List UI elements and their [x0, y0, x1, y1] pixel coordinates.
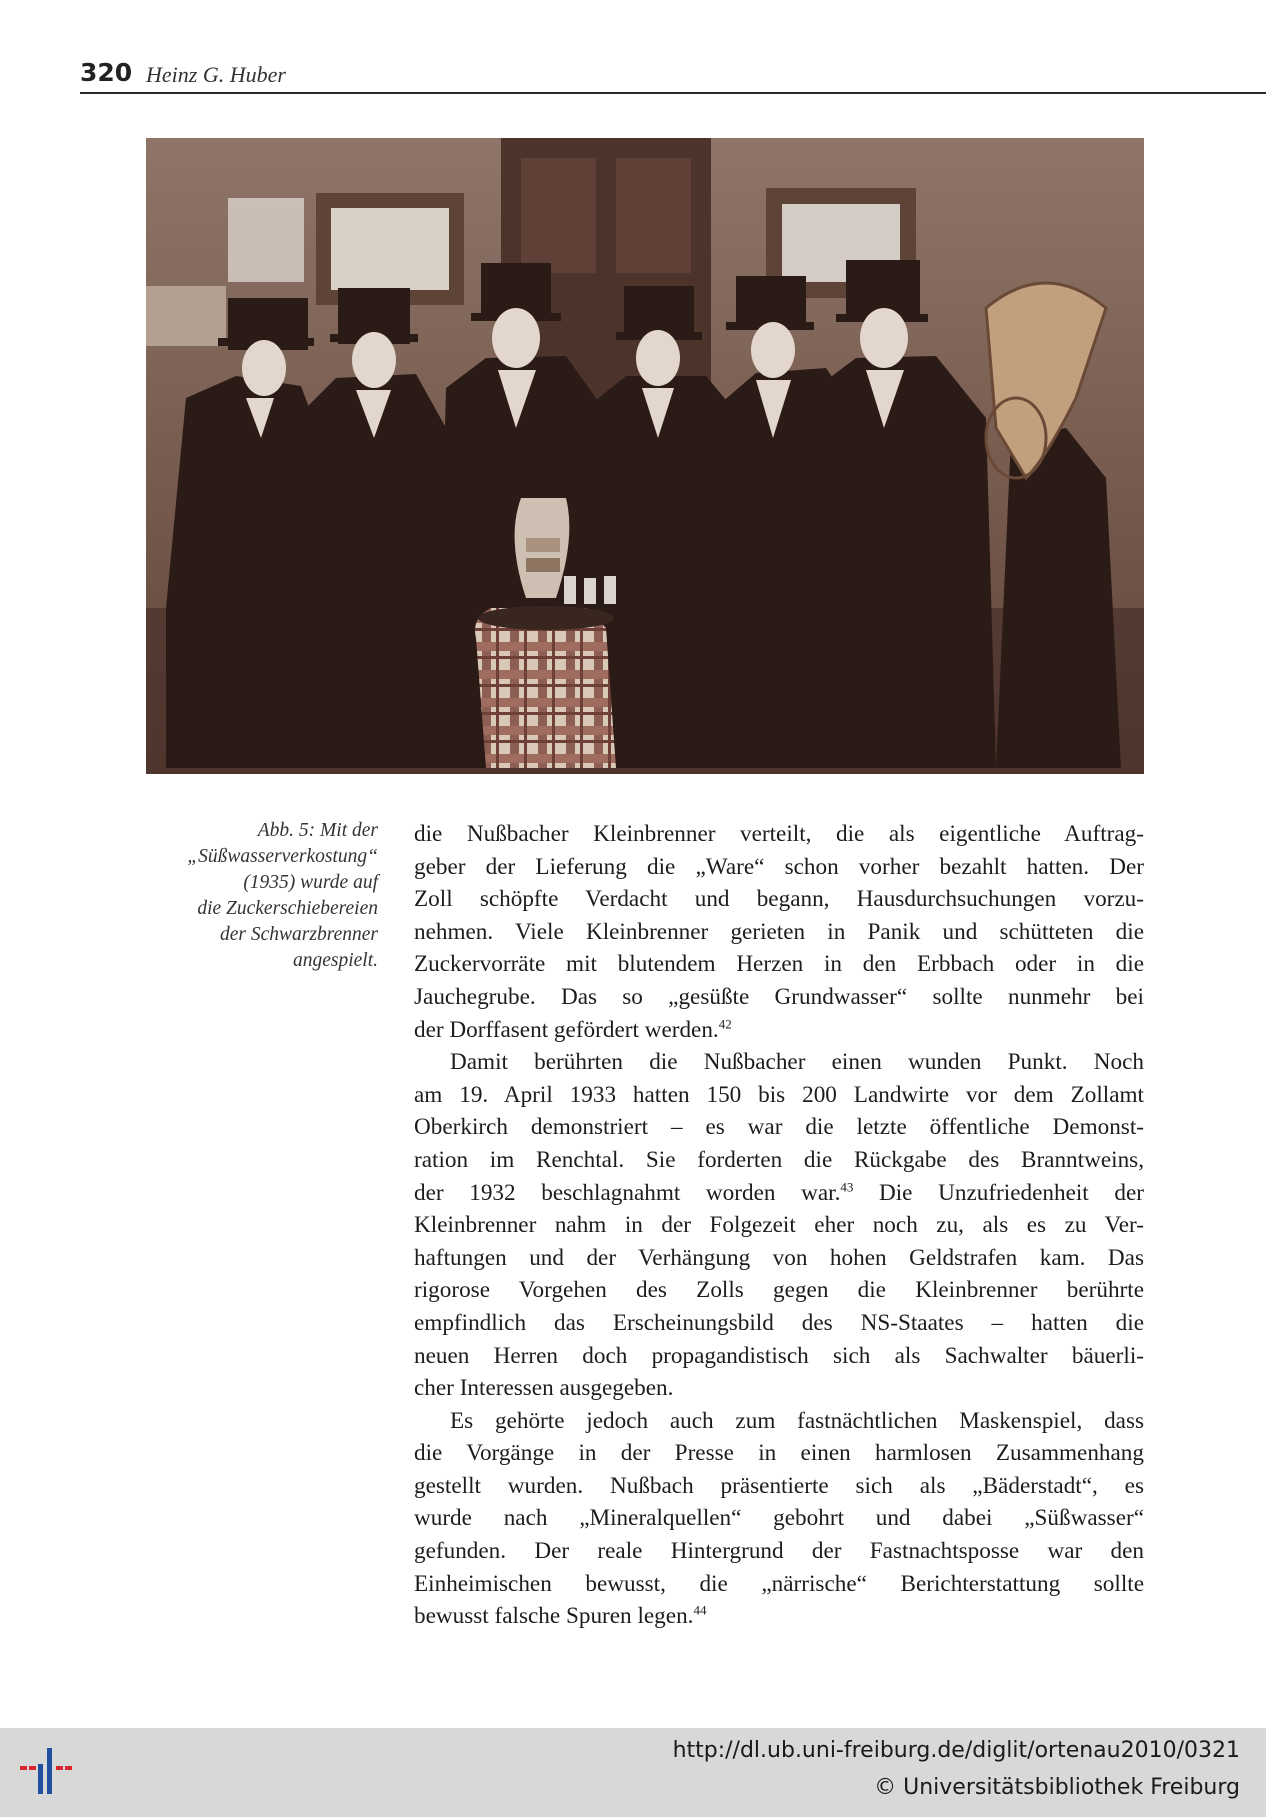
body-line-text: Die Unzufriedenheit der [853, 1179, 1144, 1206]
running-head-author: Heinz G. Huber [146, 62, 286, 87]
paragraph-start: Damit berührten die Nußbacher einen wunden Punkt. Noch [450, 1049, 1144, 1076]
body-line-text: der Dorffasent gefördert werden. [414, 1016, 719, 1043]
caption-line: angespielt. [292, 950, 378, 971]
paragraph-start: Es gehörte jedoch auch zum fastnächtlichen Maskenspiel, dass [450, 1407, 1144, 1434]
caption-line: der Schwarzbrenner [220, 924, 378, 945]
body-line: cher Interessen ausgegeben. [414, 1375, 674, 1402]
body-line-with-footnote [414, 1014, 1144, 1047]
body-line: haftungen und der Verhängung von hohen Geldstrafen kam. Das [414, 1244, 1144, 1271]
figure-caption [150, 818, 378, 974]
caption-line: „Süßwasserverkostung“ [187, 846, 378, 867]
body-line: rigorose Vorgehen des Zolls gegen die Kleinbrenner berührte [414, 1277, 1144, 1304]
body-line: wurde nach „Mineralquellen“ gebohrt und dabei „Süßwasser“ [414, 1505, 1144, 1532]
historical-photograph [146, 138, 1144, 774]
body-line: ration im Renchtal. Sie forderten die Rückgabe des Branntweins, [414, 1146, 1144, 1173]
body-line: neuen Herren doch propagandistisch sich als Sachwalter bäuerli- [414, 1342, 1144, 1369]
footnote-ref-44: 44 [693, 1602, 707, 1618]
body-line: Einheimischen bewusst, die „närrische“ Berichterstattung sollte [414, 1570, 1144, 1597]
body-line-with-footnote [414, 1177, 1144, 1210]
body-line: nehmen. Viele Kleinbrenner gerieten in Panik und schütteten die [414, 918, 1144, 945]
body-line: gefunden. Der reale Hintergrund der Fastnachtsposse war den [414, 1538, 1144, 1565]
body-line: Oberkirch demonstriert – es war die letzte öffentliche Demonst- [414, 1114, 1144, 1141]
body-line: geber der Lieferung die „Ware“ schon vorher bezahlt hatten. Der [414, 853, 1144, 880]
body-line: empfindlich das Erscheinungsbild des NS-Staates – hatten die [414, 1309, 1144, 1336]
ub-freiburg-logo-icon [16, 1742, 80, 1806]
body-line-text: bewusst falsche Spuren legen. [414, 1603, 694, 1630]
body-line: Zuckervorräte mit blutendem Herzen in den Erbbach oder in die [414, 951, 1144, 978]
footnote-ref-42: 42 [718, 1015, 732, 1031]
body-line-with-footnote [414, 1600, 1144, 1633]
page-number: 320 [80, 58, 133, 87]
body-line: Jauchegrube. Das so „gesüßte Grundwasser“ sollte nunmehr bei [414, 983, 1144, 1010]
body-line: gestellt wurden. Nußbach präsentierte sich als „Bäderstadt“, es [414, 1472, 1144, 1499]
body-line: Zoll schöpfte Verdacht und begann, Hausdurchsuchungen vorzu- [414, 886, 1144, 913]
body-line: Kleinbrenner nahm in der Folgezeit eher noch zu, als es zu Ver- [414, 1212, 1144, 1239]
digital-library-footer [0, 1728, 1266, 1817]
caption-line: Abb. 5: Mit der [257, 820, 378, 841]
caption-line: die Zuckerschiebereien [197, 898, 378, 919]
source-url-link[interactable]: http://dl.ub.uni-freiburg.de/diglit/ortenau2010/0321 [672, 1738, 1240, 1763]
body-line-text: der 1932 beschlagnahmt worden war. [414, 1179, 841, 1206]
body-line: die Nußbacher Kleinbrenner verteilt, die als eigentliche Auftrag- [414, 821, 1144, 847]
sepia-photo-illustration [146, 138, 1144, 774]
body-text [414, 818, 1144, 1633]
caption-line: (1935) wurde auf [243, 872, 378, 893]
footnote-ref-43: 43 [840, 1178, 854, 1194]
body-line: am 19. April 1933 hatten 150 bis 200 Landwirte vor dem Zollamt [414, 1081, 1144, 1108]
body-line: die Vorgänge in der Presse in einen harmlosen Zusammenhang [414, 1440, 1144, 1467]
running-header [80, 58, 1266, 94]
copyright-notice: © Universitätsbibliothek Freiburg [874, 1775, 1240, 1800]
